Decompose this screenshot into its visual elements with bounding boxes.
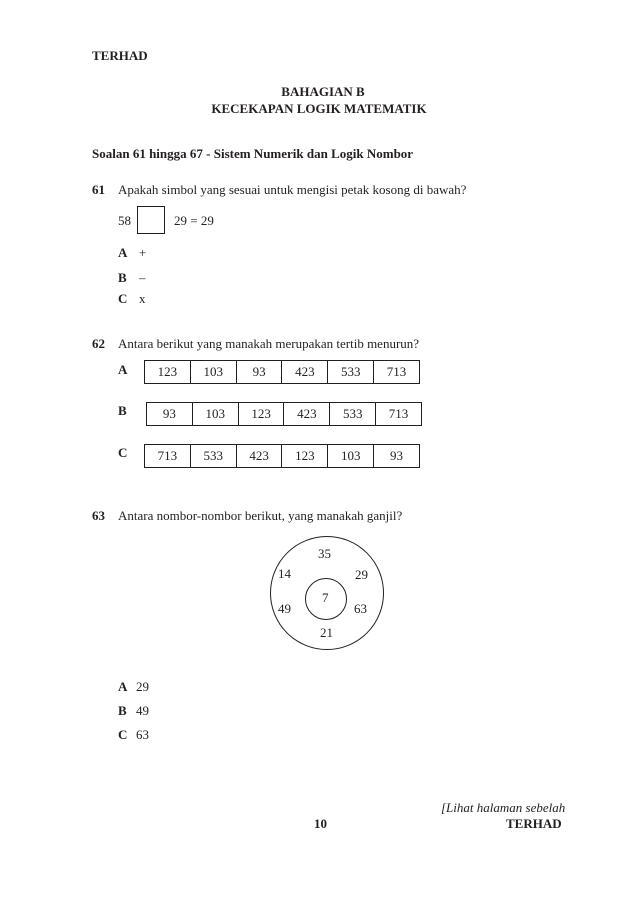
- q62-option-b-letter: B: [118, 403, 127, 418]
- sequence-cell: 103: [328, 445, 374, 467]
- sequence-cell: 103: [193, 403, 239, 425]
- q63-option-c-text: 63: [136, 727, 149, 742]
- q61-option-c-text: x: [139, 291, 146, 306]
- q63-option-c-letter: C: [118, 727, 128, 742]
- sequence-cell: 93: [147, 403, 193, 425]
- q62-number: 62: [92, 336, 105, 351]
- q63-option-b-letter: B: [118, 703, 127, 718]
- footer-classification: TERHAD: [506, 816, 562, 831]
- diagram-number: 29: [355, 567, 368, 582]
- footer-page-number: 10: [314, 816, 327, 831]
- q61-number: 61: [92, 182, 105, 197]
- topic-heading: Soalan 61 hingga 67 - Sistem Numerik dan Logik Nombor: [92, 146, 414, 161]
- sequence-cell: 533: [191, 445, 237, 467]
- sequence-cell: 123: [282, 445, 328, 467]
- sequence-cell: 93: [390, 448, 404, 463]
- diagram-center-number: 7: [322, 590, 329, 605]
- q61-option-a-text: +: [139, 245, 147, 260]
- section-title: BAHAGIAN B: [281, 84, 365, 99]
- q61-text: Apakah simbol yang sesuai untuk mengisi petak kosong di bawah?: [118, 182, 467, 197]
- q63-number: 63: [92, 508, 105, 523]
- q62-text: Antara berikut yang manakah merupakan tertib menurun?: [118, 336, 420, 351]
- header-classification: TERHAD: [92, 48, 148, 63]
- sequence-cell: 713: [388, 406, 409, 421]
- diagram-number: 35: [318, 546, 331, 561]
- q63-text: Antara nombor-nombor berikut, yang manakah ganjil?: [118, 508, 403, 523]
- diagram-number: 49: [278, 601, 291, 616]
- sequence-cell: 423: [282, 361, 328, 383]
- sequence-cell: 533: [328, 361, 374, 383]
- q61-option-b-letter: B: [118, 270, 127, 285]
- q63-option-a-text: 29: [136, 679, 149, 694]
- q61-option-c-letter: C: [118, 291, 128, 306]
- q61-expr-left: 58: [118, 213, 131, 228]
- q61-expr-right: 29 = 29: [174, 213, 214, 228]
- q62-option-c-sequence: [144, 444, 420, 468]
- q63-option-a-letter: A: [118, 679, 128, 694]
- q61-option-a-letter: A: [118, 245, 128, 260]
- sequence-cell: 93: [237, 361, 283, 383]
- q62-option-a-letter: A: [118, 362, 128, 377]
- diagram-number: 63: [354, 601, 367, 616]
- sequence-cell: 123: [145, 361, 191, 383]
- diagram-number: 21: [320, 625, 333, 640]
- diagram-number: 14: [278, 566, 291, 581]
- sequence-cell: 713: [145, 445, 191, 467]
- q62-option-c-letter: C: [118, 445, 128, 460]
- sequence-cell: 423: [284, 403, 330, 425]
- q61-blank-box: [137, 206, 165, 234]
- q62-option-b-sequence: [146, 402, 422, 426]
- sequence-cell: 533: [330, 403, 376, 425]
- sequence-cell: 123: [239, 403, 285, 425]
- sequence-cell: 713: [386, 364, 407, 379]
- q61-option-b-text: –: [139, 270, 146, 285]
- q62-option-a-sequence: [144, 360, 420, 384]
- footer-next-page: [Lihat halaman sebelah: [441, 800, 566, 815]
- section-subtitle: KECEKAPAN LOGIK MATEMATIK: [211, 101, 427, 116]
- sequence-cell: 103: [191, 361, 237, 383]
- q63-option-b-text: 49: [136, 703, 149, 718]
- sequence-cell: 423: [237, 445, 283, 467]
